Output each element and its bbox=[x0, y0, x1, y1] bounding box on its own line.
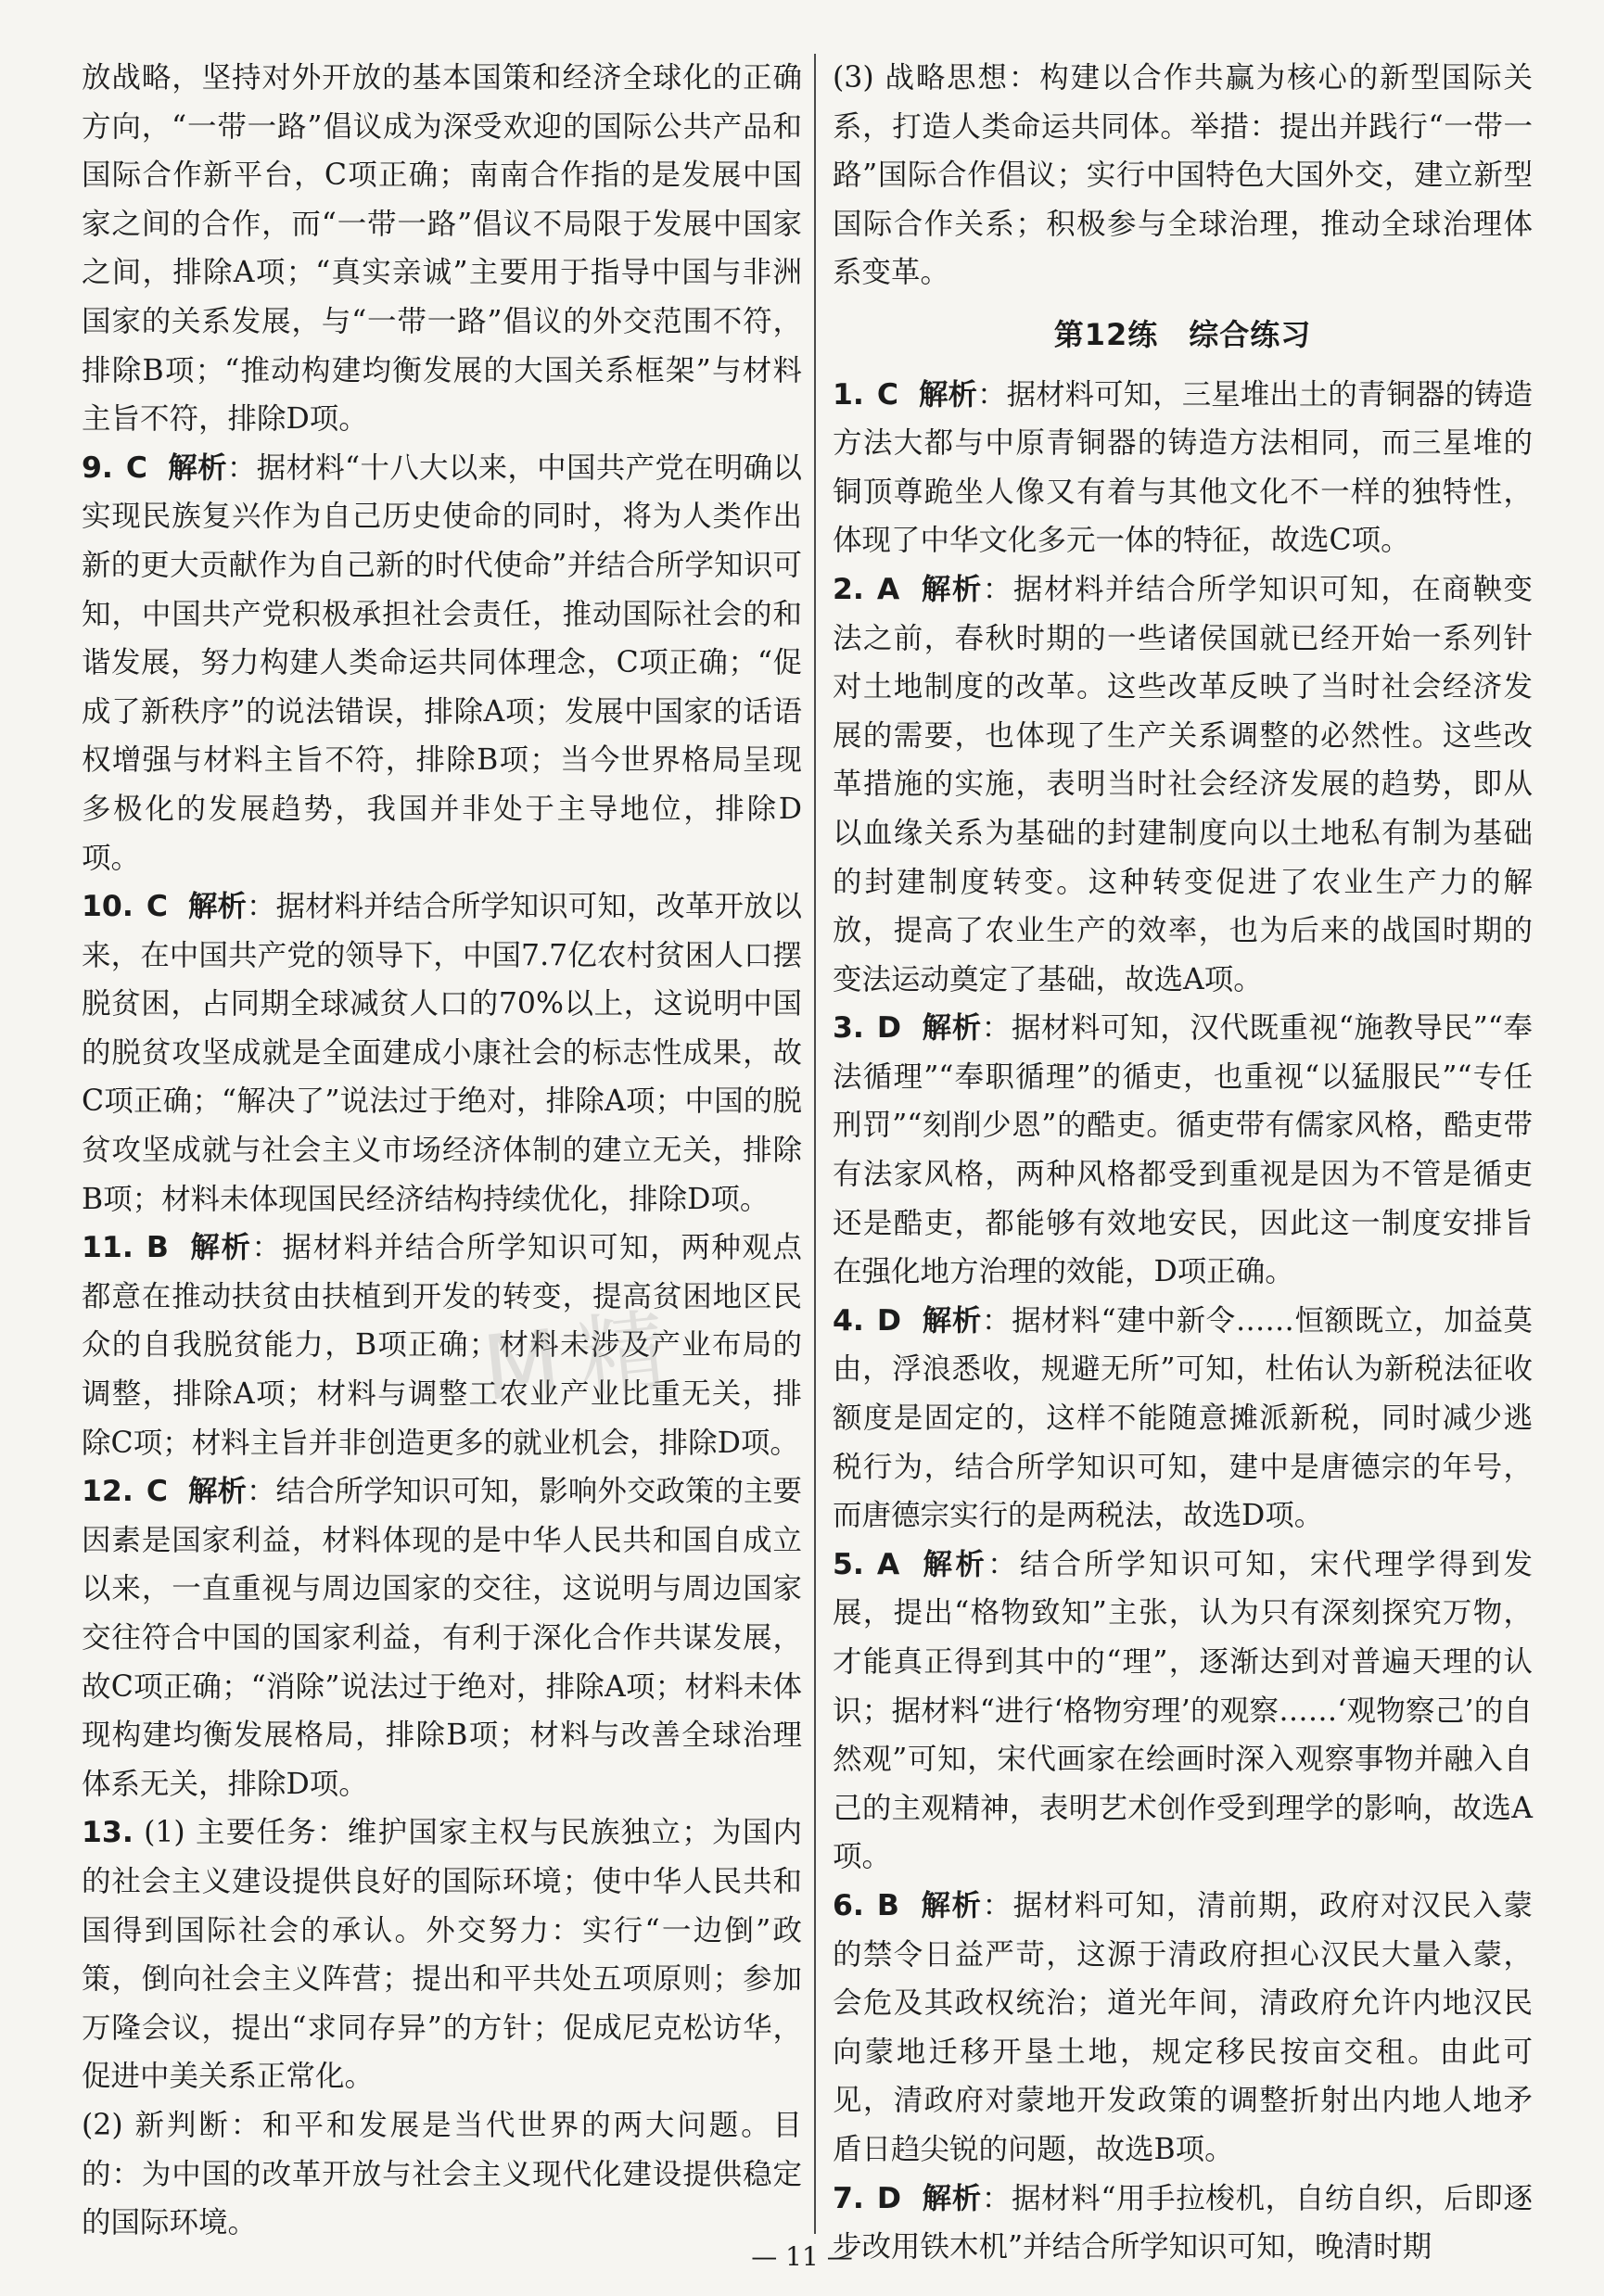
item-number: 9. bbox=[82, 450, 113, 485]
analysis-text: ：据材料“建中新令……恒额既立，加益莫由，浮浪悉收，规避无所”可知，杜佑认为新税法征收额度是固定的，这样不能随意摊派新税，同时减少逃税行为，结合所学知识可知，建中是唐德宗的年号，而唐德宗实行的是两税法，故选D项。 bbox=[833, 1303, 1533, 1533]
analysis-text: ：据材料并结合所学知识可知，改革开放以来，在中国共产党的领导下，中国7.7亿农村贫困人口摆脱贫困，占同期全球减贫人口的70%以上，这说明中国的脱贫攻坚成就是全面建成小康社会的标志性成果，故C项正确；“解决了”说法过于绝对，排除A项；中国的脱贫攻坚成就与社会主义市场经济体制的建立无关，排除B项；材料未体现国民经济结构持续优化，排除D项。 bbox=[82, 890, 802, 1216]
answer-item-13-part3: (3) 战略思想：构建以合作共赢为核心的新型国际关系，打造人类命运共同体。举措：提出并践行“一带一路”国际合作倡议；实行中国特色大国外交，建立新型国际合作关系；积极参与全球治理，推动全球治理体系变革。 bbox=[833, 61, 1533, 290]
column-divider bbox=[814, 54, 816, 2234]
left-column bbox=[82, 54, 802, 2248]
answer-item-4 bbox=[833, 1297, 1533, 1541]
item-number: 13. bbox=[82, 1816, 134, 1850]
answer-letter: C bbox=[125, 450, 148, 485]
right-column bbox=[833, 54, 1533, 2272]
item-number: 5. bbox=[833, 1547, 864, 1581]
item-number: 10. bbox=[82, 890, 134, 924]
watermark: M精 bbox=[477, 1296, 691, 1422]
answer-letter: D bbox=[876, 2181, 902, 2215]
analysis-text: ：据材料可知，三星堆出土的青铜器的铸造方法大都与中原青铜器的铸造方法相同，而三星堆的铜顶尊跪坐人像又有着与其他文化不一样的独特性，体现了中华文化多元一体的特征，故选C项。 bbox=[833, 377, 1533, 558]
answer-letter: C bbox=[146, 1475, 168, 1509]
answer-letter: C bbox=[876, 377, 899, 412]
answer-item-3 bbox=[833, 1004, 1533, 1297]
analysis-text: ：据材料并结合所学知识可知，两种观点都意在推动扶贫由扶植到开发的转变，提高贫困地区民众的自我脱贫能力，B项正确；材料未涉及产业布局的调整，排除A项；材料与调整工农业产业比重无关，排除C项；材料主旨并非创造更多的就业机会，排除D项。 bbox=[82, 1231, 802, 1460]
analysis-label: 解析 bbox=[919, 1888, 983, 1922]
analysis-label: 解析 bbox=[920, 1547, 988, 1581]
answer-item-12 bbox=[82, 1467, 802, 1808]
page-number: — 11 — bbox=[751, 2241, 853, 2272]
answer-item-13-part1 bbox=[82, 1808, 802, 2101]
analysis-label: 解析 bbox=[187, 890, 248, 924]
analysis-text: ：据材料“用手拉梭机，自纺自织，后即逐步改用铁木机”并结合所学知识可知，晚清时期 bbox=[833, 2181, 1533, 2264]
answer-letter: D bbox=[876, 1303, 902, 1338]
answer-item-9 bbox=[82, 444, 802, 882]
answer-item-6 bbox=[833, 1882, 1533, 2175]
item-number: 12. bbox=[82, 1475, 134, 1509]
item-number: 3. bbox=[833, 1011, 864, 1046]
analysis-label: 解析 bbox=[919, 377, 978, 412]
answer-item-13-part2: (2) 新判断：和平和发展是当代世界的两大问题。目的：为中国的改革开放与社会主义现代化建设提供稳定的国际环境。 bbox=[82, 2108, 802, 2240]
analysis-label: 解析 bbox=[922, 1303, 982, 1338]
answer-letter: A bbox=[876, 1547, 900, 1581]
analysis-label: 解析 bbox=[922, 1011, 982, 1046]
answer-item-5 bbox=[833, 1541, 1533, 1882]
analysis-label: 解析 bbox=[922, 2181, 982, 2215]
section-title: 第12练 综合练习 bbox=[1053, 316, 1312, 352]
item-number: 6. bbox=[833, 1888, 864, 1922]
continued-answer: 放战略，坚持对外开放的基本国策和经济全球化的正确方向，“一带一路”倡议成为深受欢迎的国际公共产品和国际合作新平台，C项正确；南南合作指的是发展中国家之间的合作，而“一带一路”倡议不局限于发展中国家之间，排除A项；“真实亲诚”主要用于指导中国与非洲国家的关系发展，与“一带一路”倡议的外交范围不符，排除B项；“推动构建均衡发展的大国关系框架”与材料主旨不符，排除D项。 bbox=[82, 61, 802, 437]
answer-letter: B bbox=[146, 1231, 169, 1265]
answer-letter: A bbox=[876, 572, 900, 606]
analysis-text: ：据材料可知，汉代既重视“施教导民”“奉法循理”“奉职循理”的循吏，也重视“以猛服民”“专任刑罚”“刻削少恩”的酷吏。循吏带有儒家风格，酷吏带有法家风格，两种风格都受到重视是因为不管是循吏还是酷吏，都能够有效地安民，因此这一制度安排旨在强化地方治理的效能，D项正确。 bbox=[833, 1011, 1533, 1289]
analysis-text: ：据材料“十八大以来，中国共产党在明确以实现民族复兴作为自己历史使命的同时，将为人类作出新的更大贡献作为自己新的时代使命”并结合所学知识可知，中国共产党积极承担社会责任，推动国际社会的和谐发展，努力构建人类命运共同体理念，C项正确；“促成了新秩序”的说法错误，排除A项；发展中国家的话语权增强与材料主旨不符，排除B项；当今世界格局呈现多极化的发展趋势，我国并非处于主导地位，排除D项。 bbox=[82, 450, 802, 875]
answer-item-11 bbox=[82, 1224, 802, 1467]
answer-item-10 bbox=[82, 882, 802, 1224]
analysis-text: ：结合所学知识可知，影响外交政策的主要因素是国家利益，材料体现的是中华人民共和国自成立以来，一直重视与周边国家的交往，这说明与周边国家交往符合中国的国家利益，有利于深化合作共谋发展，故C项正确；“消除”说法过于绝对，排除A项；材料未体现构建均衡发展格局，排除B项；材料与改善全球治理体系无关，排除D项。 bbox=[82, 1475, 802, 1801]
analysis-label: 解析 bbox=[187, 1475, 248, 1509]
analysis-text: ：结合所学知识可知，宋代理学得到发展，提出“格物致知”主张，认为只有深刻探究万物，才能真正得到其中的“理”，逐渐达到对普遍天理的认识；据材料“进行‘格物穷理’的观察……‘观物察己’的自然观”可知，宋代画家在绘画时深入观察事物并融入自己的主观精神，表明艺术创作受到理学的影响，故选A项。 bbox=[833, 1547, 1533, 1874]
answer-letter: C bbox=[146, 890, 168, 924]
analysis-text: ：据材料并结合所学知识可知，在商鞅变法之前，春秋时期的一些诸侯国就已经开始一系列针对土地制度的改革。这些改革反映了当时社会经济发展的需要，也体现了生产关系调整的必然性。这些改革措施的实施，表明当时社会经济发展的趋势，即从以血缘关系为基础的封建制度向以土地私有制为基础的封建制度转变。这种转变促进了农业生产力的解放，提高了农业生产的效率，也为后来的战国时期的变法运动奠定了基础，故选A项。 bbox=[833, 572, 1533, 996]
answer-letter: D bbox=[876, 1011, 902, 1046]
answer-item-2 bbox=[833, 565, 1533, 1004]
analysis-label: 解析 bbox=[920, 572, 983, 606]
answer-letter: B bbox=[876, 1888, 899, 1922]
item-number: 2. bbox=[833, 572, 864, 606]
answer-item-1 bbox=[833, 371, 1533, 565]
analysis-label: 解析 bbox=[168, 450, 227, 485]
analysis-label: 解析 bbox=[188, 1231, 252, 1265]
analysis-text: ：据材料可知，清前期，政府对汉民入蒙的禁令日益严苛，这源于清政府担心汉民大量入蒙，会危及其政权统治；道光年间，清政府允许内地汉民向蒙地迁移开垦土地，规定移民按亩交租。由此可见，清政府对蒙地开发政策的调整折射出内地人地矛盾日趋尖锐的问题，故选B项。 bbox=[833, 1888, 1533, 2166]
item-number: 1. bbox=[833, 377, 864, 412]
item-number: 4. bbox=[833, 1303, 864, 1338]
item-number: 11. bbox=[82, 1231, 134, 1265]
q13-part1-text: (1) 主要任务：维护国家主权与民族独立；为国内的社会主义建设提供良好的国际环境；使中华人民共和国得到国际社会的承认。外交努力：实行“一边倒”政策，倒向社会主义阵营；提出和平共处五项原则；参加万隆会议，提出“求同存异”的方针；促成尼克松访华，促进中美关系正常化。 bbox=[82, 1816, 802, 2094]
item-number: 7. bbox=[833, 2181, 864, 2215]
